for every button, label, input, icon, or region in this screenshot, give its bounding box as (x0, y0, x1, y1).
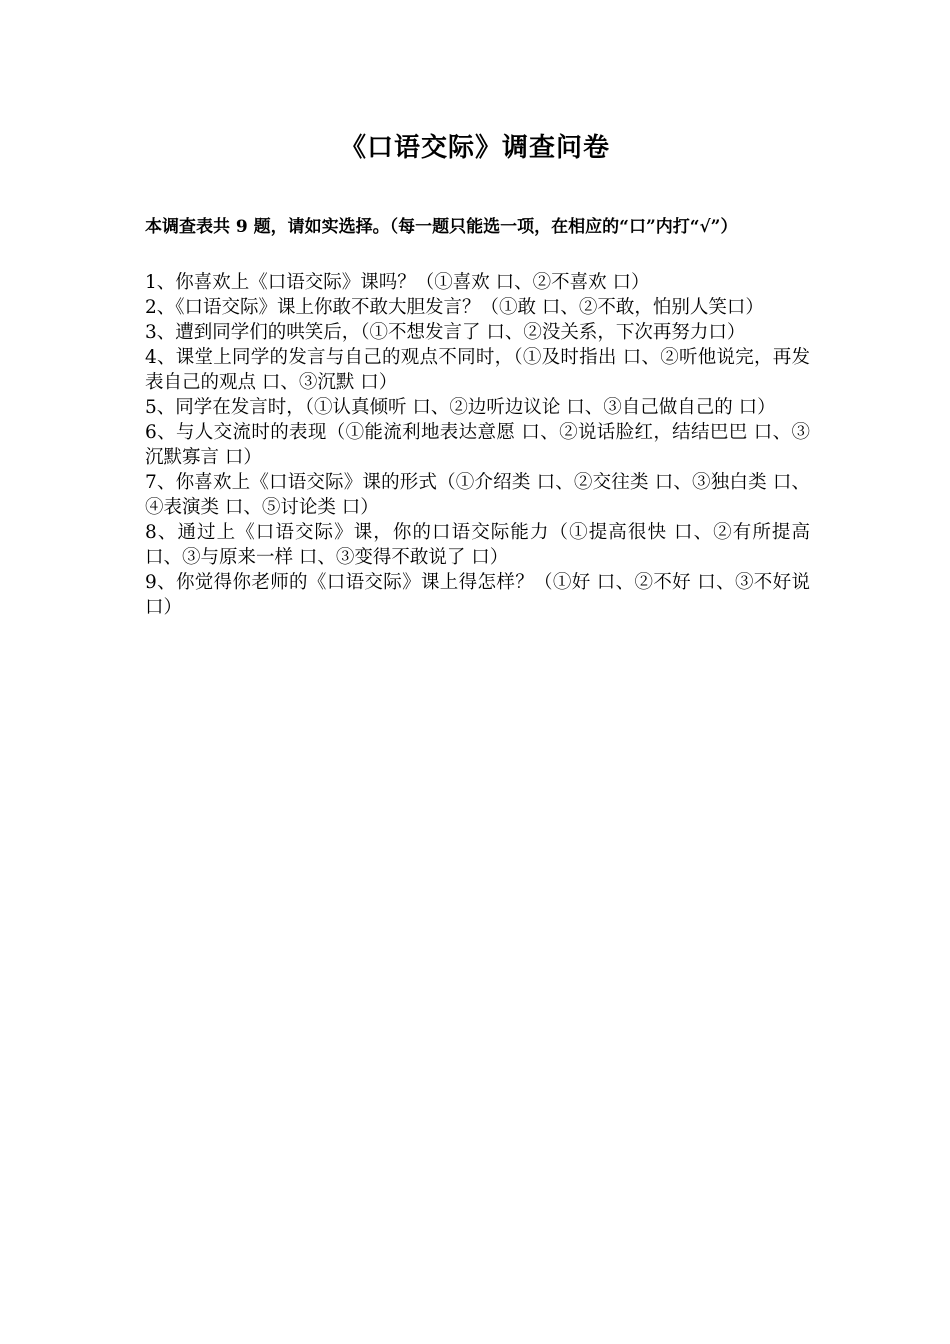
question-4: 4、课堂上同学的发言与自己的观点不同时，（①及时指出 口、②听他说完，再发表自己的观点 口、③沉默 口） (145, 347, 810, 393)
question-5: 5、同学在发言时，（①认真倾听 口、②边听边议论 口、③自己做自己的 口） (145, 397, 776, 418)
question-2: 2、《口语交际》课上你敢不敢大胆发言？（①敢 口、②不敢，怕别人笑口） (145, 297, 764, 318)
question-9: 9、你觉得你老师的《口语交际》课上得怎样？（①好 口、②不好 口、③不好说 口） (145, 572, 810, 618)
question-3: 3、遭到同学们的哄笑后，（①不想发言了 口、②没关系，下次再努力口） (145, 322, 746, 343)
question-list (145, 270, 810, 620)
question-8: 8、通过上《口语交际》课，你的口语交际能力（①提高很快 口、②有所提高 口、③与原来一样 口、③变得不敢说了 口） (145, 522, 810, 568)
question-7: 7、你喜欢上《口语交际》课的形式（①介绍类 口、②交往类 口、③独白类 口、④表演类 口、⑤讨论类 口） (145, 472, 810, 518)
question-1: 1、你喜欢上《口语交际》课吗？（①喜欢 口、②不喜欢 口） (145, 272, 650, 293)
page-title: 《口语交际》调查问卷 (339, 133, 610, 163)
survey-instructions: 本调查表共 9 题，请如实选择。（每一题只能选一项，在相应的“口”内打“√”） (145, 217, 738, 237)
question-6: 6、与人交流时的表现（①能流利地表达意愿 口、②说话脸红，结结巴巴 口、③沉默寡言 口） (145, 422, 810, 468)
